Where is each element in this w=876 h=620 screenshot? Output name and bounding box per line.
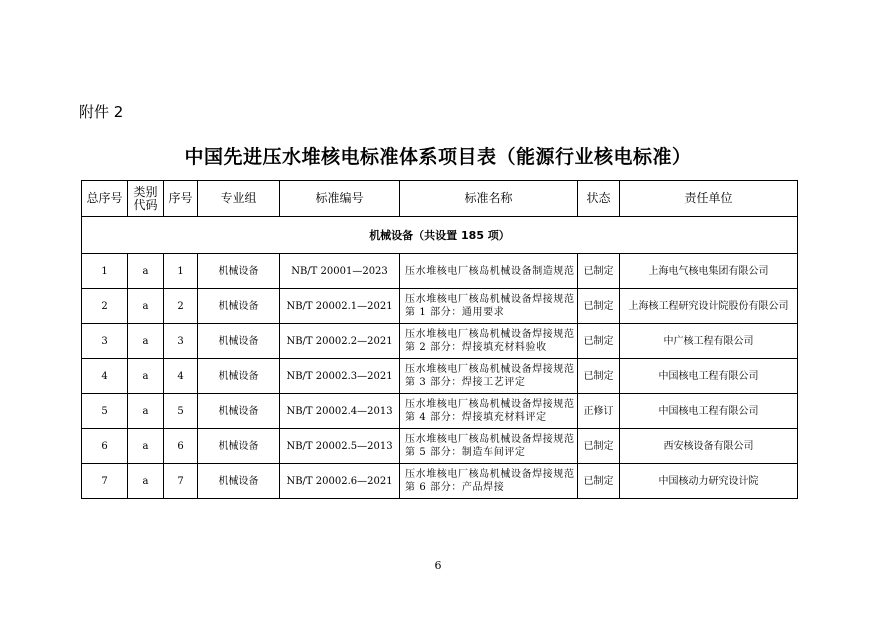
cell-category-code: a [128, 464, 164, 499]
section-title: 机械设备（共设置 185 项） [82, 217, 798, 254]
cell-status: 正修订 [578, 394, 620, 429]
cell-seq: 7 [164, 464, 198, 499]
table-row [82, 324, 798, 359]
cell-group: 机械设备 [198, 254, 280, 289]
cell-responsible-unit: 中国核动力研究设计院 [620, 464, 798, 499]
cell-group: 机械设备 [198, 324, 280, 359]
cell-standard-number: NB/T 20002.6—2021 [280, 464, 400, 499]
header-status: 状态 [578, 181, 620, 217]
cell-standard-number: NB/T 20002.2—2021 [280, 324, 400, 359]
cell-seq: 2 [164, 289, 198, 324]
header-responsible-unit: 责任单位 [620, 181, 798, 217]
cell-category-code: a [128, 429, 164, 464]
cell-category-code: a [128, 394, 164, 429]
cell-standard-name: 压水堆核电厂核岛机械设备焊接规范 第 3 部分：焊接工艺评定 [400, 359, 578, 394]
cell-standard-name: 压水堆核电厂核岛机械设备制造规范 [400, 254, 578, 289]
table-row [82, 429, 798, 464]
page-number: 6 [434, 559, 442, 572]
cell-total-seq: 3 [82, 324, 128, 359]
cell-standard-number: NB/T 20002.5—2013 [280, 429, 400, 464]
table-body [82, 254, 798, 499]
header-standard-number: 标准编号 [280, 181, 400, 217]
cell-standard-number: NB/T 20002.4—2013 [280, 394, 400, 429]
cell-total-seq: 4 [82, 359, 128, 394]
cell-responsible-unit: 上海电气核电集团有限公司 [620, 254, 798, 289]
table-header-row [82, 181, 798, 217]
cell-category-code: a [128, 254, 164, 289]
cell-standard-name: 压水堆核电厂核岛机械设备焊接规范 第 2 部分：焊接填充材料验收 [400, 324, 578, 359]
cell-responsible-unit: 上海核工程研究设计院股份有限公司 [620, 289, 798, 324]
cell-standard-number: NB/T 20002.3—2021 [280, 359, 400, 394]
cell-status: 已制定 [578, 289, 620, 324]
cell-category-code: a [128, 324, 164, 359]
header-group: 专业组 [198, 181, 280, 217]
header-total-seq: 总序号 [82, 181, 128, 217]
cell-total-seq: 6 [82, 429, 128, 464]
header-seq: 序号 [164, 181, 198, 217]
cell-standard-name: 压水堆核电厂核岛机械设备焊接规范 第 6 部分：产品焊接 [400, 464, 578, 499]
cell-standard-name: 压水堆核电厂核岛机械设备焊接规范 第 1 部分：通用要求 [400, 289, 578, 324]
cell-seq: 3 [164, 324, 198, 359]
cell-group: 机械设备 [198, 464, 280, 499]
attachment-label: 附件 2 [79, 103, 124, 121]
document-title: 中国先进压水堆核电标准体系项目表（能源行业核电标准） [184, 146, 692, 168]
cell-status: 已制定 [578, 359, 620, 394]
cell-total-seq: 1 [82, 254, 128, 289]
cell-standard-number: NB/T 20001—2023 [280, 254, 400, 289]
cell-status: 已制定 [578, 464, 620, 499]
cell-status: 已制定 [578, 324, 620, 359]
table-row [82, 289, 798, 324]
cell-responsible-unit: 中国核电工程有限公司 [620, 359, 798, 394]
cell-seq: 1 [164, 254, 198, 289]
header-standard-name: 标准名称 [400, 181, 578, 217]
standards-table [81, 180, 798, 499]
cell-group: 机械设备 [198, 359, 280, 394]
section-row [82, 217, 798, 254]
cell-group: 机械设备 [198, 289, 280, 324]
cell-responsible-unit: 中国核电工程有限公司 [620, 394, 798, 429]
cell-standard-number: NB/T 20002.1—2021 [280, 289, 400, 324]
cell-seq: 6 [164, 429, 198, 464]
table-row [82, 254, 798, 289]
cell-category-code: a [128, 359, 164, 394]
header-category-code: 类别代码 [128, 181, 164, 217]
table-row [82, 359, 798, 394]
cell-responsible-unit: 西安核设备有限公司 [620, 429, 798, 464]
cell-seq: 4 [164, 359, 198, 394]
cell-total-seq: 5 [82, 394, 128, 429]
cell-standard-name: 压水堆核电厂核岛机械设备焊接规范 第 4 部分：焊接填充材料评定 [400, 394, 578, 429]
cell-category-code: a [128, 289, 164, 324]
cell-status: 已制定 [578, 254, 620, 289]
cell-responsible-unit: 中广核工程有限公司 [620, 324, 798, 359]
cell-group: 机械设备 [198, 394, 280, 429]
cell-total-seq: 7 [82, 464, 128, 499]
cell-status: 已制定 [578, 429, 620, 464]
cell-total-seq: 2 [82, 289, 128, 324]
table-row [82, 464, 798, 499]
cell-seq: 5 [164, 394, 198, 429]
cell-standard-name: 压水堆核电厂核岛机械设备焊接规范 第 5 部分：制造车间评定 [400, 429, 578, 464]
table-row [82, 394, 798, 429]
cell-group: 机械设备 [198, 429, 280, 464]
